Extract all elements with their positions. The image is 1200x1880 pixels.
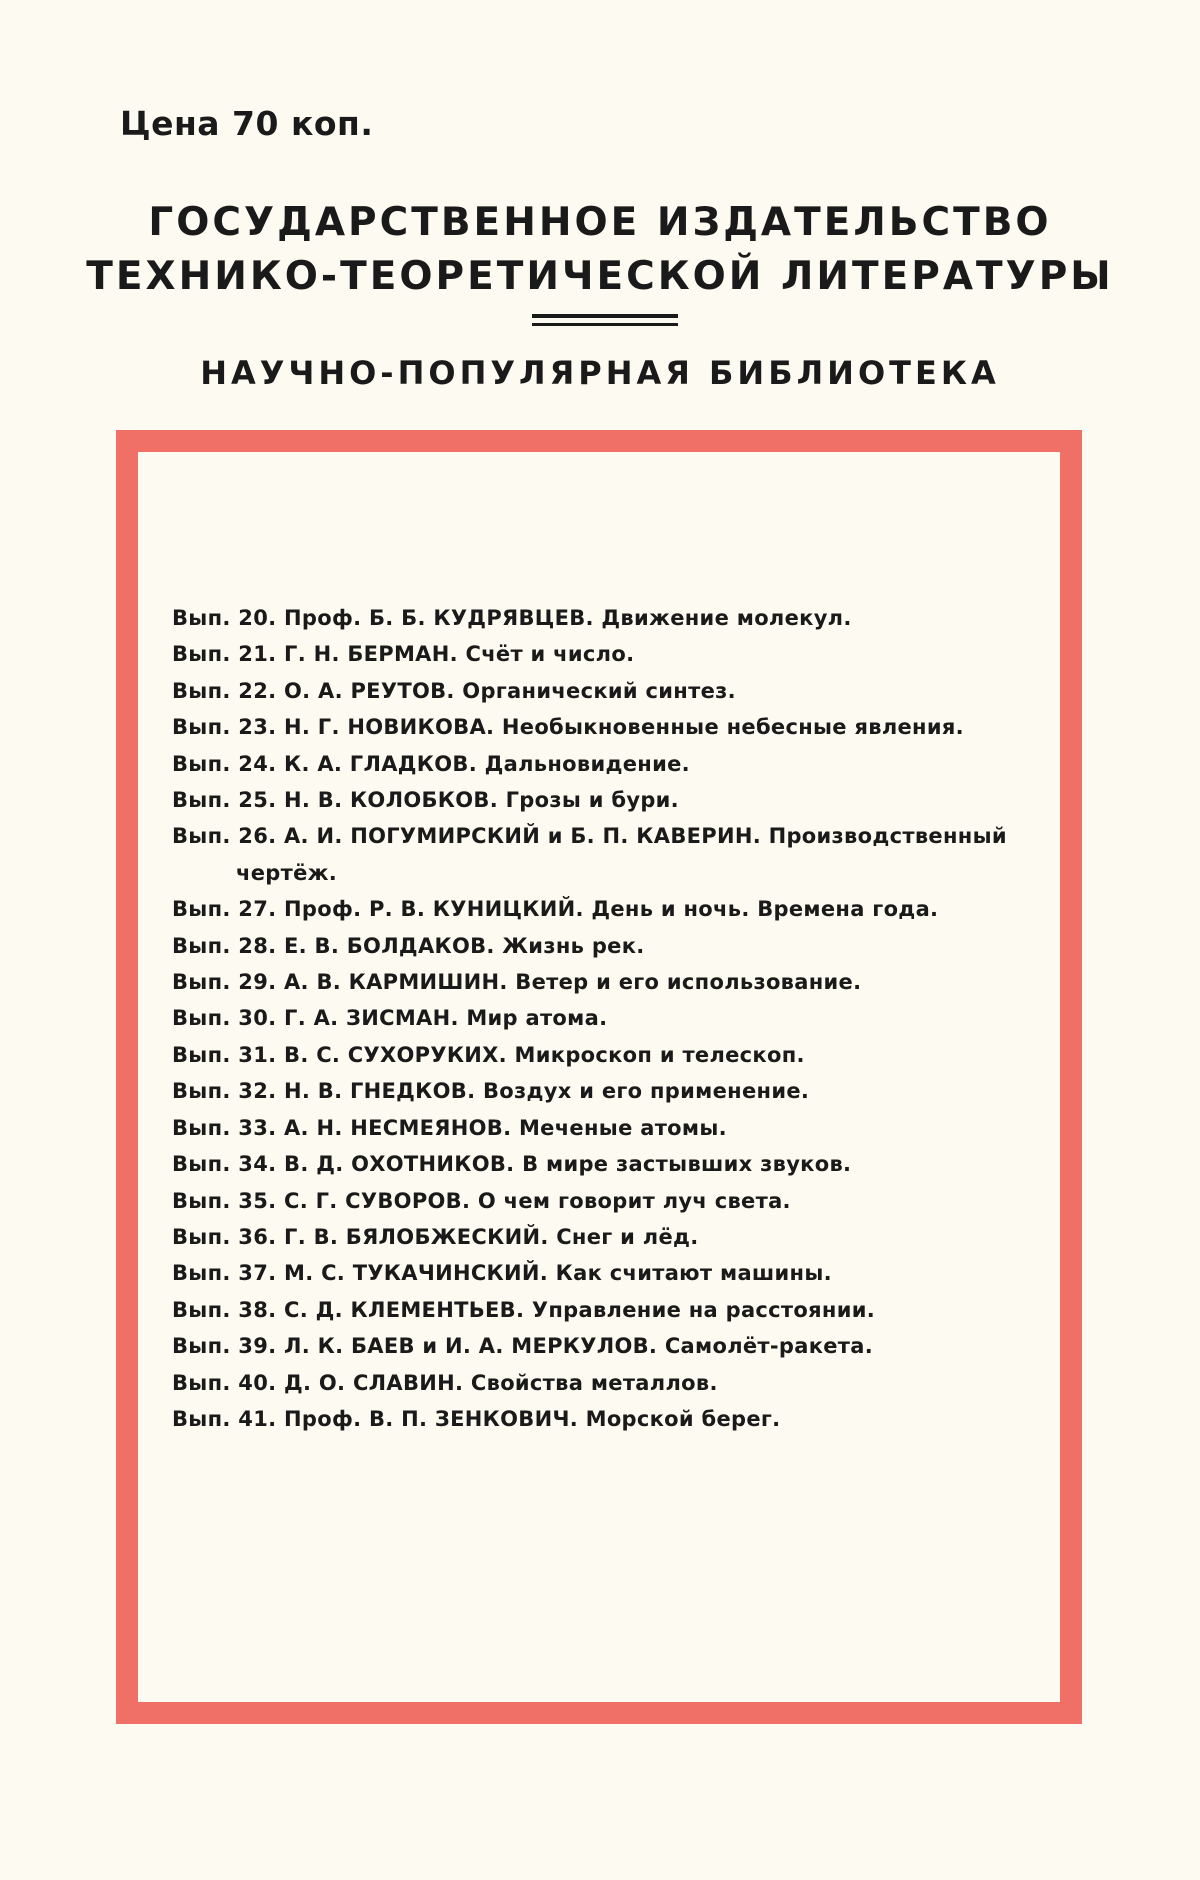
list-item: Вып. 20. Проф. Б. Б. КУДРЯВЦЕВ. Движение молекул. <box>172 606 852 630</box>
divider-line-top <box>532 314 678 318</box>
list-item: Вып. 41. Проф. В. П. ЗЕНКОВИЧ. Морской берег. <box>172 1406 781 1431</box>
list-item: Вып. 34. В. Д. ОХОТНИКОВ. В мире застывших звуков. <box>172 1152 852 1177</box>
divider-line-bottom <box>532 323 678 326</box>
list-item: Вып. 28. Е. В. БОЛДАКОВ. Жизнь рек. <box>172 933 645 958</box>
list-item: Вып. 33. А. Н. НЕСМЕЯНОВ. Меченые атомы. <box>172 1115 727 1140</box>
publisher-name <box>0 196 1200 304</box>
list-item: Вып. 40. Д. О. СЛАВИН. Свойства металлов. <box>172 1370 718 1395</box>
list-item: Вып. 25. Н. В. КОЛОБКОВ. Грозы и бури. <box>172 788 679 813</box>
issue-list <box>172 600 1052 1437</box>
list-item: Вып. 24. К. А. ГЛАДКОВ. Дальновидение. <box>172 751 690 776</box>
list-item: Вып. 32. Н. В. ГНЕДКОВ. Воздух и его применение. <box>172 1079 810 1104</box>
list-item: Вып. 29. А. В. КАРМИШИН. Ветер и его использование. <box>172 970 862 995</box>
list-item: Вып. 21. Г. Н. БЕРМАН. Счёт и число. <box>172 642 635 667</box>
list-item: Вып. 37. М. С. ТУКАЧИНСКИЙ. Как считают машины. <box>172 1261 832 1286</box>
list-item: Вып. 36. Г. В. БЯЛОБЖЕСКИЙ. Снег и лёд. <box>172 1224 699 1249</box>
list-item: Вып. 22. О. А. РЕУТОВ. Органический синтез. <box>172 678 736 703</box>
list-item: Вып. 27. Проф. Р. В. КУНИЦКИЙ. День и ночь. Времена года. <box>172 897 939 922</box>
list-item: Вып. 31. В. С. СУХОРУКИХ. Микроскоп и телескоп. <box>172 1042 805 1067</box>
price-label: Цена 70 коп. <box>120 104 374 143</box>
publisher-line-2: ТЕХНИКО-ТЕОРЕТИЧЕСКОЙ ЛИТЕРАТУРЫ <box>86 254 1114 299</box>
list-item: Вып. 26. А. И. ПОГУМИРСКИЙ и Б. П. КАВЕРИН. Производственный чертёж. <box>172 824 1007 885</box>
series-title: НАУЧНО-ПОПУЛЯРНАЯ БИБЛИОТЕКА <box>200 354 1000 392</box>
list-item: Вып. 23. Н. Г. НОВИКОВА. Необыкновенные небесные явления. <box>172 715 964 740</box>
publisher-line-1: ГОСУДАРСТВЕННОЕ ИЗДАТЕЛЬСТВО <box>148 200 1052 245</box>
double-rule-divider <box>532 314 678 331</box>
list-item: Вып. 35. С. Г. СУВОРОВ. О чем говорит луч света. <box>172 1188 791 1213</box>
list-item: Вып. 30. Г. А. ЗИСМАН. Мир атома. <box>172 1006 608 1031</box>
list-item: Вып. 38. С. Д. КЛЕМЕНТЬЕВ. Управление на расстоянии. <box>172 1297 876 1322</box>
list-item: Вып. 39. Л. К. БАЕВ и И. А. МЕРКУЛОВ. Самолёт-ракета. <box>172 1334 874 1359</box>
